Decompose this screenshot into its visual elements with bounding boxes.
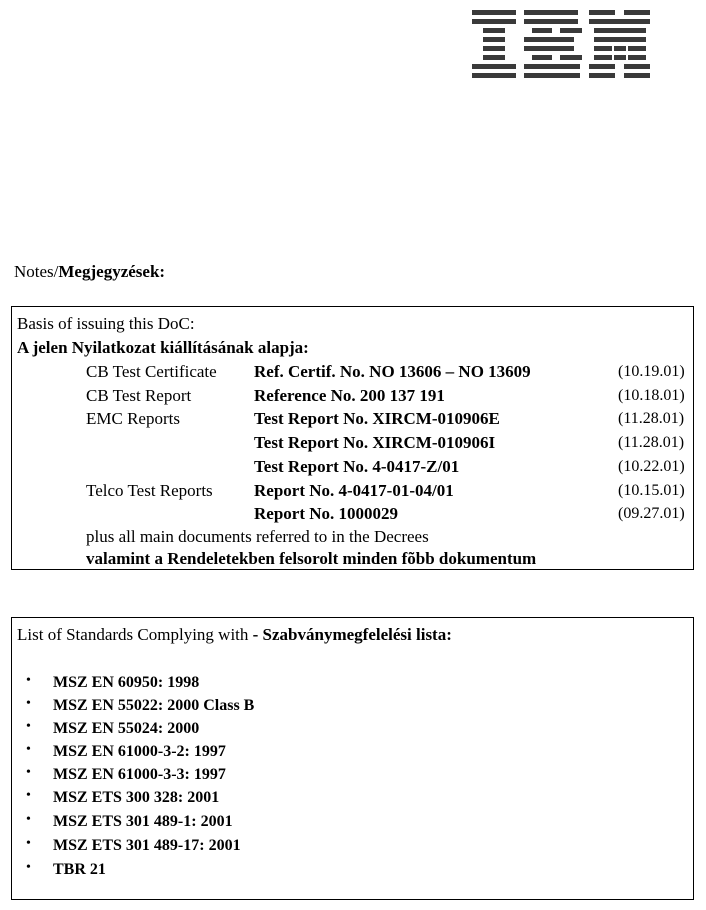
standard-name: TBR 21 xyxy=(53,861,106,878)
bullet-icon: • xyxy=(26,765,31,780)
basis-row-date: (10.15.01) xyxy=(618,482,685,499)
basis-footer-en: plus all main documents referred to in the Decrees xyxy=(86,527,429,546)
standards-heading-hu: - Szabványmegfelelési lista: xyxy=(252,625,452,644)
basis-row-ref: Ref. Certif. No. NO 13606 – NO 13609 xyxy=(254,362,531,381)
standard-name: MSZ EN 55024: 2000 xyxy=(53,720,200,737)
standards-heading-en: List of Standards Complying with xyxy=(17,625,253,644)
basis-row-label: CB Test Certificate xyxy=(86,362,217,381)
bullet-icon: • xyxy=(26,788,31,803)
standards-box xyxy=(11,617,694,900)
standard-name: MSZ EN 61000-3-3: 1997 xyxy=(53,766,226,783)
bullet-icon: • xyxy=(26,696,31,711)
notes-label-hu: Megjegyzések: xyxy=(58,262,166,281)
bullet-icon: • xyxy=(26,836,31,851)
basis-row-date: (11.28.01) xyxy=(618,434,685,451)
basis-footer-hu: valamint a Rendeletekben felsorolt minden fõbb dokumentum xyxy=(86,549,537,568)
standard-name: MSZ ETS 300 328: 2001 xyxy=(53,789,220,806)
basis-row-ref: Report No. 1000029 xyxy=(254,504,399,523)
basis-row-ref: Test Report No. 4-0417-Z/01 xyxy=(254,457,460,476)
basis-row-date: (09.27.01) xyxy=(618,505,685,522)
notes-heading xyxy=(14,262,165,282)
standard-name: MSZ EN 55022: 2000 Class B xyxy=(53,697,255,714)
basis-row-ref: Test Report No. XIRCM-010906I xyxy=(254,433,496,452)
basis-row-ref: Test Report No. XIRCM-010906E xyxy=(254,409,500,428)
basis-row-ref: Reference No. 200 137 191 xyxy=(254,386,445,405)
basis-row-date: (10.18.01) xyxy=(618,387,685,404)
basis-row-label: Telco Test Reports xyxy=(86,481,213,500)
bullet-icon: • xyxy=(26,860,31,875)
standard-name: MSZ EN 60950: 1998 xyxy=(53,674,200,691)
basis-row-label: CB Test Report xyxy=(86,386,192,405)
bullet-icon: • xyxy=(26,673,31,688)
basis-box xyxy=(11,306,694,570)
basis-row-ref: Report No. 4-0417-01-04/01 xyxy=(254,481,454,500)
basis-row-date: (10.19.01) xyxy=(618,363,685,380)
basis-row-date: (10.22.01) xyxy=(618,458,685,475)
bullet-icon: • xyxy=(26,719,31,734)
bullet-icon: • xyxy=(26,812,31,827)
basis-row-date: (11.28.01) xyxy=(618,410,685,427)
standards-heading xyxy=(17,625,452,645)
standard-name: MSZ ETS 301 489-17: 2001 xyxy=(53,837,241,854)
basis-heading-en: Basis of issuing this DoC: xyxy=(17,314,195,333)
ibm-logo xyxy=(472,10,650,82)
basis-heading-hu: A jelen Nyilatkozat kiállításának alapja: xyxy=(17,338,309,357)
bullet-icon: • xyxy=(26,742,31,757)
notes-label: Notes/ xyxy=(14,262,59,281)
standard-name: MSZ ETS 301 489-1: 2001 xyxy=(53,813,233,830)
basis-row-label: EMC Reports xyxy=(86,409,180,428)
standard-name: MSZ EN 61000-3-2: 1997 xyxy=(53,743,226,760)
